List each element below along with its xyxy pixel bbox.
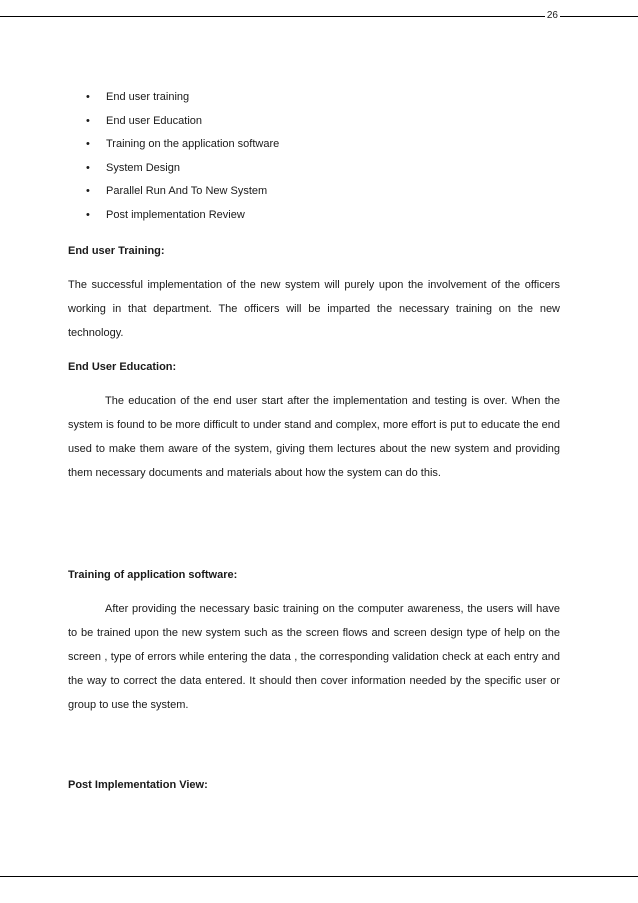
bullet-icon: • (86, 91, 90, 103)
header-rule (0, 16, 638, 17)
page-number: 26 (546, 10, 558, 21)
bullet-icon: • (86, 208, 90, 221)
list-item (86, 110, 560, 134)
footer-rule (0, 876, 638, 877)
section-heading-post-implementation-view: Post Implementation View: (68, 779, 208, 791)
list-item-label: Parallel Run And To New System (106, 185, 268, 197)
bullet-icon: • (86, 185, 90, 197)
list-item (86, 157, 560, 181)
section-body-training-application-software: After providing the necessary basic training on the computer awareness, the users will have to be trained upon the new system such as the screen flows and screen design type of help on the screen , type of errors while entering the data , the corresponding validation check at each entry and the way to correct the data entered. It should then cover information needed by the specific user or group to use the system. (68, 603, 560, 711)
bullet-icon: • (86, 161, 90, 174)
section-heading-end-user-education: End User Education: (68, 361, 177, 373)
section-body-end-user-training: The successful implementation of the new system will purely upon the involvement of the officers working in that department. The officers will be imparted the necessary training on the new technology. (68, 279, 560, 339)
topic-list (68, 86, 560, 227)
list-item-label: Post implementation Review (106, 208, 245, 221)
bullet-icon: • (86, 138, 90, 150)
section-body-end-user-education: The education of the end user start after the implementation and testing is over. When the system is found to be more difficult to under stand and complex, more effort is put to educate the end used to make them aware of the system, giving them lectures about the new system and providing them necessary documents and materials about how the system can do this. (68, 395, 560, 479)
page-content (68, 86, 560, 793)
list-item-label: Training on the application software (106, 138, 280, 150)
bullet-icon: • (86, 114, 90, 127)
list-item (86, 204, 560, 228)
list-item (86, 180, 560, 204)
list-item-label: End user Education (106, 114, 203, 127)
section-heading-training-application-software: Training of application software: (68, 569, 238, 581)
list-item-label: End user training (106, 91, 190, 103)
list-item-label: System Design (106, 161, 180, 174)
list-item (86, 86, 560, 110)
list-item (86, 133, 560, 157)
section-heading-end-user-training: End user Training: (68, 245, 165, 257)
